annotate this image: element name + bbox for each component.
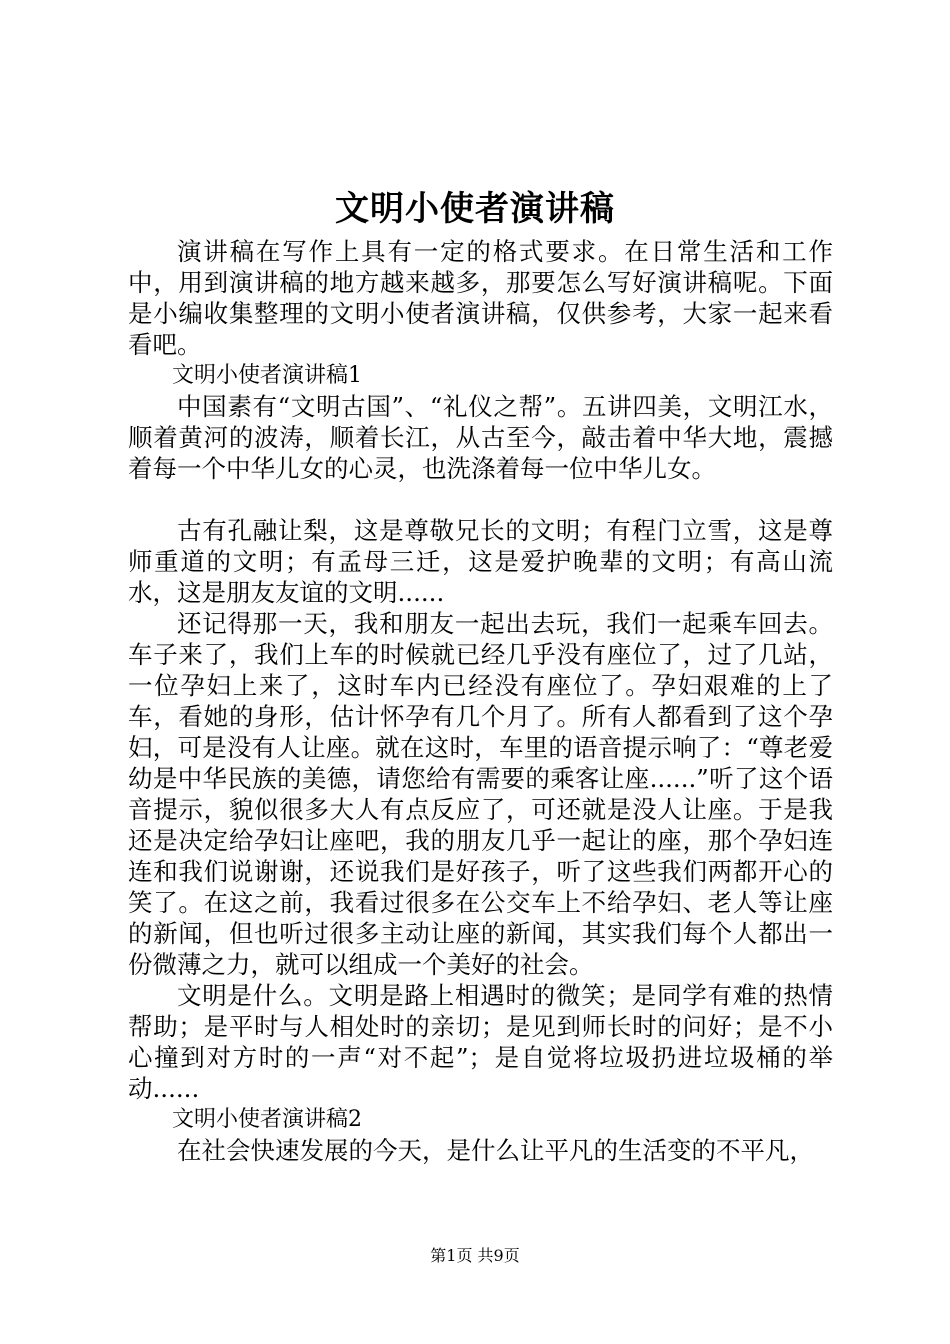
document-title: 文明小使者演讲稿: [335, 189, 615, 229]
intro-paragraph: 演讲稿在写作上具有一定的格式要求。在日常生活和工作中，用到演讲稿的地方越来越多，那要怎么写好演讲稿呢。下面是小编收集整理的文明小使者演讲稿，仅供参考，大家一起来看看吧。: [128, 237, 833, 359]
section-1-paragraph: 还记得那一天，我和朋友一起出去玩，我们一起乘车回去。车子来了，我们上车的时候就已经几乎没有座位了，过了几站，一位孕妇上来了，这时车内已经没有座位了。孕妇艰难的上了车，看她的身形，估计怀孕有几个月了。所有人都看到了这个孕妇，可是没有人让座。就在这时，车里的语音提示响了：“尊老爱幼是中华民族的美德，请您给有需要的乘客让座......”听了这个语音提示，貌似很多大人有点反应了，可还就是没人让座。于是我还是决定给孕妇让座吧，我的朋友几乎一起让的座，那个孕妇连连和我们说谢谢，还说我们是好孩子，听了这些我们两都开心的笑了。在这之前，我看过很多在公交车上不给孕妇、老人等让座的新闻，但也听过很多主动让座的新闻，其实我们每个人都出一份微薄之力，就可以组成一个美好的社会。: [128, 609, 833, 979]
section-1-heading: 文明小使者演讲稿1: [172, 363, 362, 388]
section-1-paragraph: 中国素有“文明古国”、“礼仪之帮”。五讲四美，文明江水，顺着黄河的波涛，顺着长江，从古至今，敲击着中华大地，震撼着每一个中华儿女的心灵，也洗涤着每一位中华儿女。: [128, 392, 833, 483]
blank-line: [128, 484, 833, 515]
section-1-paragraph: 古有孔融让梨，这是尊敬兄长的文明；有程门立雪，这是尊师重道的文明；有孟母三迁，这是爱护晚辈的文明；有高山流水，这是朋友友谊的文明......: [128, 516, 833, 607]
section-1-paragraph: 文明是什么。文明是路上相遇时的微笑；是同学有难的热情帮助；是平时与人相处时的亲切；是见到师长时的问好；是不小心撞到对方时的一声“对不起”；是自觉将垃圾扔进垃圾桶的举动......: [128, 981, 833, 1103]
document-body: [128, 236, 833, 1166]
page-footer: 第1页 共9页: [430, 1246, 520, 1265]
section-2-heading: 文明小使者演讲稿2: [172, 1107, 362, 1132]
section-2-paragraph: 在社会快速发展的今天，是什么让平凡的生活变的不平凡，: [177, 1136, 814, 1165]
